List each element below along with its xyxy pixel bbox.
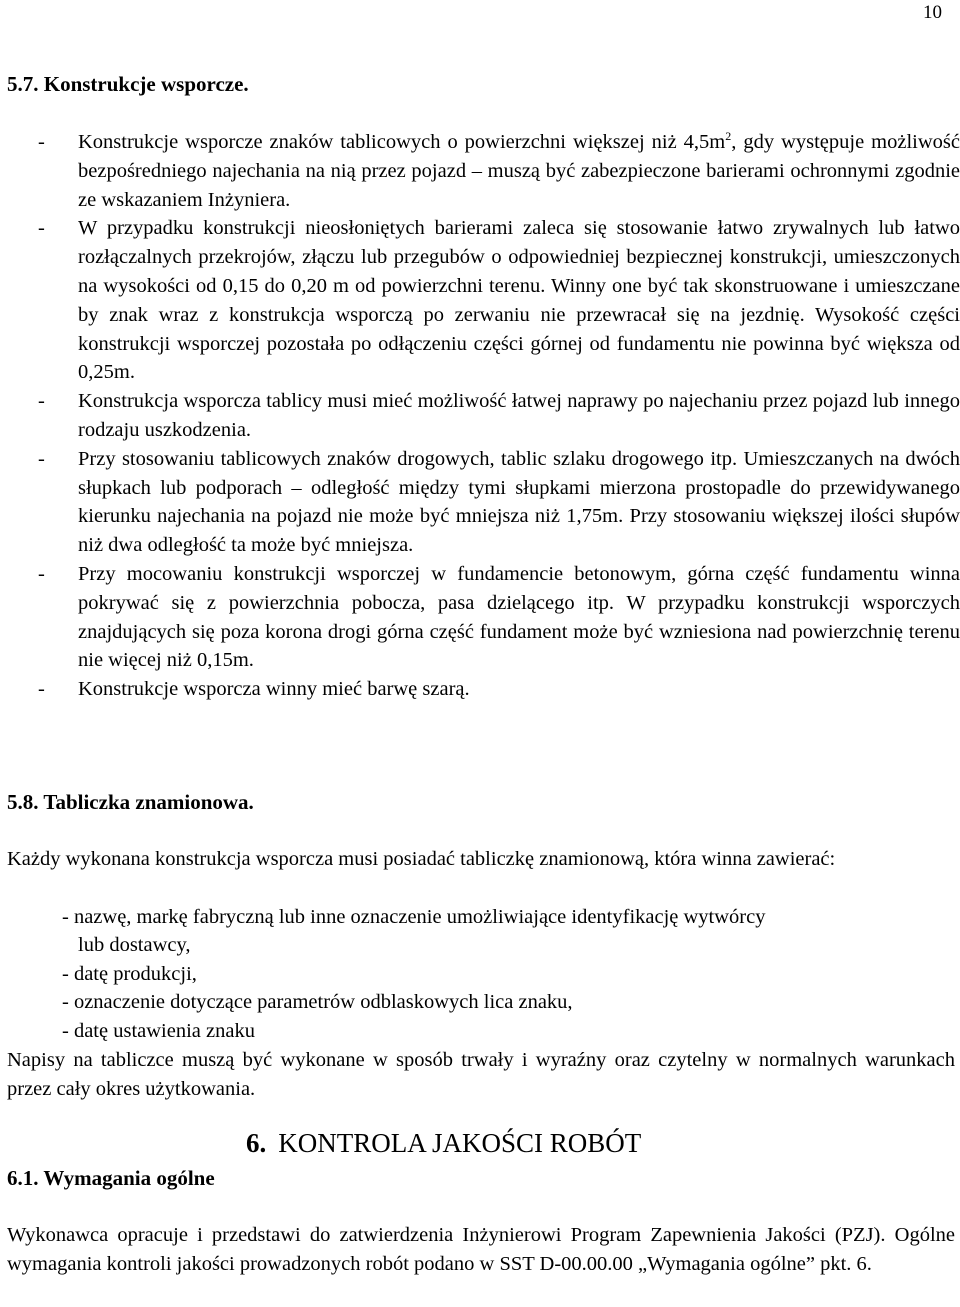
list-item-text: W przypadku konstrukcji nieosłoniętych barierami zaleca się stosowanie łatwo zrywalnych lub łatwo rozłączalnych przekrojów, złączu lub przegubów o odpowiedniej bezpiecznej konstrukcji, umieszczonych na wysokości od 0,15 do 0,20 m od powierzchni terenu. Winny one być tak skonstruowane i umieszczane by znak wraz z konstrukcja wsporczą po zerwaniu nie przewracał się na jezdnię. Wysokość części konstrukcji wsporczej pozostała po odłączeniu części górnej od fundamentu nie powinna być większa od 0,25m. <box>78 217 960 384</box>
list-dash: - <box>38 131 45 153</box>
list-item <box>38 128 960 214</box>
section-6-number: 6. <box>246 1128 267 1158</box>
section-5-8-list <box>62 903 952 1045</box>
list-item <box>62 988 952 1016</box>
list-dash: - <box>38 678 45 701</box>
section-5-7-heading: 5.7. Konstrukcje wsporcze. <box>7 72 249 96</box>
list-item-text-continued: lub dostawcy, <box>78 934 191 957</box>
list-item <box>38 560 960 675</box>
list-item-text: - datę produkcji, <box>62 962 197 985</box>
list-item-text: - datę ustawienia znaku <box>62 1019 255 1042</box>
list-dash: - <box>38 447 45 470</box>
list-item <box>62 903 952 960</box>
list-item-text-continued: , gdy występuje możliwość bezpośredniego najechania na nią przez pojazd – muszą być zabezpieczone barierami ochronnymi zgodnie ze wskazaniem Inżyniera. <box>78 131 960 211</box>
list-dash: - <box>38 390 45 413</box>
section-5-8-heading: 5.8. Tabliczka znamionowa. <box>7 790 254 814</box>
list-item <box>38 445 960 560</box>
list-item-text: - nazwę, markę fabryczną lub inne oznaczenie umożliwiające identyfikację wytwórcy <box>62 906 766 928</box>
list-item-text: Konstrukcje wsporcza winny mieć barwę szarą. <box>78 678 470 701</box>
list-item-text: Konstrukcja wsporcza tablicy musi mieć możliwość łatwej naprawy po najechaniu przez pojazd lub innego rodzaju uszkodzenia. <box>78 390 960 441</box>
list-dash: - <box>38 562 45 585</box>
list-item <box>62 1017 952 1045</box>
list-item-text: Konstrukcje wsporcze znaków tablicowych o powierzchni większej niż 4,5m <box>78 131 726 153</box>
list-item <box>62 960 952 988</box>
section-5-8-closing: Napisy na tabliczce muszą być wykonane w sposób trwały i wyraźny oraz czytelny w normalnych warunkach przez cały okres użytkowania. <box>7 1049 955 1100</box>
section-5-8-intro: Każdy wykonana konstrukcja wsporcza musi posiadać tabliczkę znamionową, która winna zawierać: <box>7 848 836 870</box>
list-item-text: Przy mocowaniu konstrukcji wsporczej w fundamencie betonowym, górna część fundamentu winna pokrywać się z powierzchnia pobocza, pasa dzielącego itp. W przypadku konstrukcji wsporczych znajdujących się poza korona drogi górna część fundament może być wzniesiona nad powierzchnię terenu nie więcej niż 0,15m. <box>78 562 960 672</box>
section-5-7-list <box>38 128 960 704</box>
section-6-heading <box>246 1128 641 1159</box>
section-6-1-heading: 6.1. Wymagania ogólne <box>7 1166 215 1190</box>
section-6-title: KONTROLA JAKOŚCI ROBÓT <box>278 1128 642 1158</box>
list-item-text: - oznaczenie dotyczące parametrów odblaskowych lica znaku, <box>62 991 573 1014</box>
section-6-1-text: Wykonawca opracuje i przedstawi do zatwierdzenia Inżynierowi Program Zapewnienia Jakości (PZJ). Ogólne wymagania kontroli jakości prowadzonych robót podano w SST D-00.00.00 „Wymagania ogólne” pkt. 6. <box>7 1224 955 1275</box>
list-item <box>38 675 960 704</box>
list-item-text: Przy stosowaniu tablicowych znaków drogowych, tablic szlaku drogowego itp. Umieszczanych na dwóch słupkach lub podporach – odległość między tymi słupkami mierzona prostopadle do przewidywanego kierunku najechania na pojazd nie może być mniejsza niż 1,75m. Przy stosowaniu większej ilości słupów niż dwa odległość ta może być mniejsza. <box>78 447 960 557</box>
list-dash: - <box>38 217 45 240</box>
page-number: 10 <box>923 2 942 23</box>
superscript: 2 <box>725 129 732 144</box>
list-item <box>38 387 960 445</box>
list-item <box>38 214 960 387</box>
